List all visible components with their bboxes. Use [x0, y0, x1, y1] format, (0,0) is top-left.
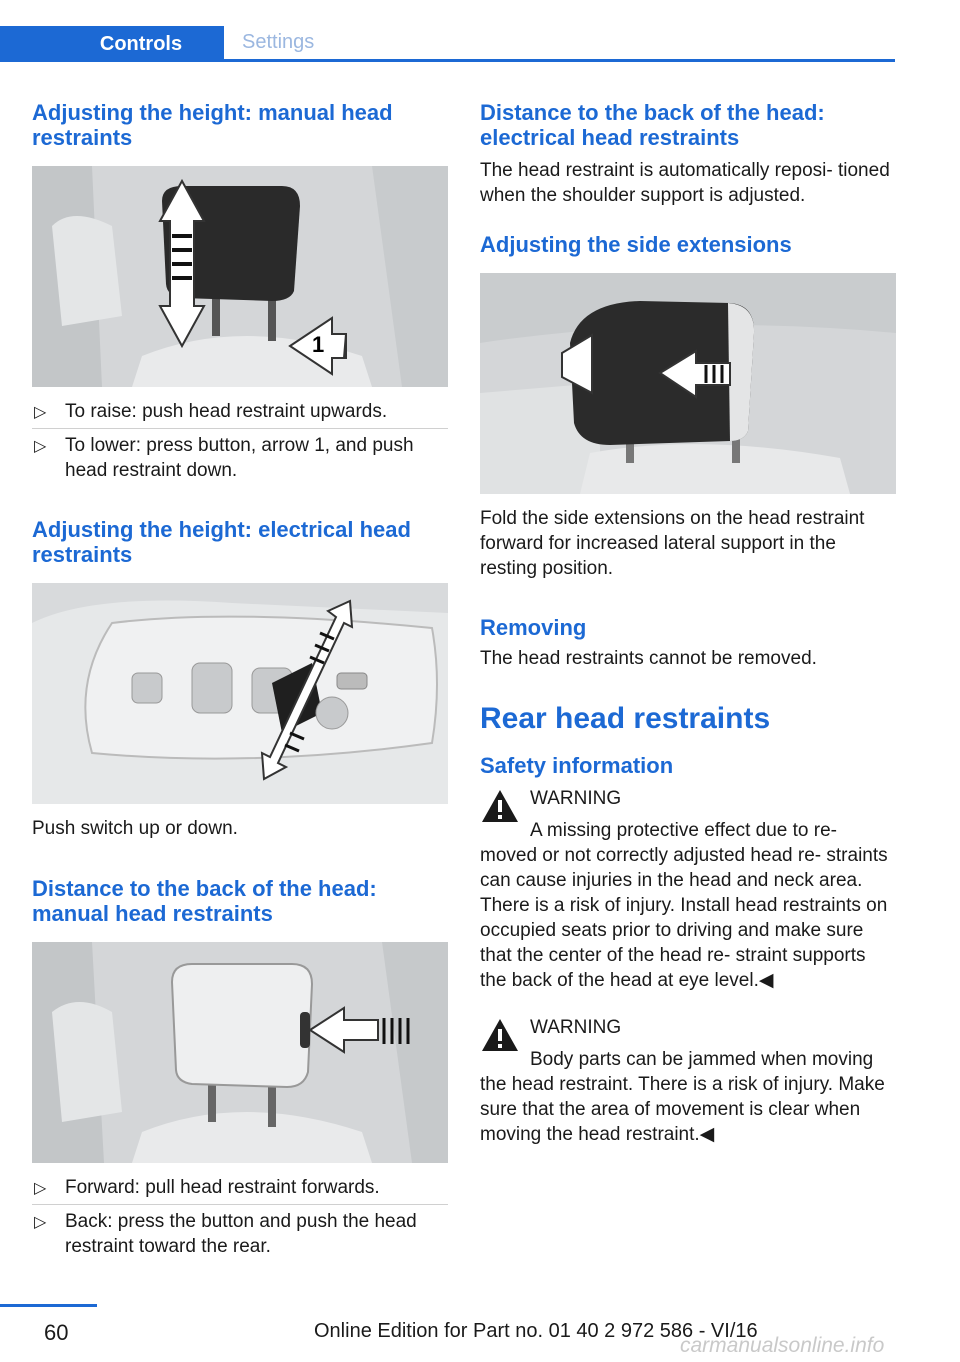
tab-controls[interactable]: Controls	[0, 26, 224, 62]
side-extensions-text: Fold the side extensions on the head restraint forward for increased lateral support in the resting position.	[480, 508, 865, 579]
figure-side-extensions	[480, 273, 896, 494]
section-title-electrical-height: Adjusting the height: electrical head restraints	[32, 517, 411, 567]
right-column	[480, 100, 896, 1147]
section-title-rear-head-restraints: Rear head restraints	[480, 702, 771, 735]
triangle-bullet-icon: ▷	[34, 404, 47, 421]
watermark: carmanualsonline.info	[680, 1334, 885, 1357]
triangle-bullet-icon: ▷	[34, 1214, 47, 1231]
list-item: ▷ Forward: pull head restraint forwards.	[32, 1171, 448, 1205]
warning-triangle-icon	[480, 1017, 520, 1053]
left-column	[32, 100, 448, 1263]
section-title-removing: Removing	[480, 615, 587, 640]
electrical-distance-text: The head restraint is automatically reposi- tioned when the shoulder support is adjusted.	[480, 160, 890, 206]
warning-title: WARNING	[530, 1017, 622, 1038]
triangle-bullet-icon: ▷	[34, 1180, 47, 1197]
list-item: ▷ To raise: push head restraint upwards.	[32, 395, 448, 429]
section-title-manual-distance: Distance to the back of the head: manual head restraints	[32, 876, 377, 926]
list-item: ▷ To lower: press button, arrow 1, and push head restraint down.	[34, 435, 414, 481]
removing-text: The head restraints cannot be removed.	[480, 648, 817, 669]
list-item: ▷ Back: press the button and push the head restraint toward the rear.	[34, 1211, 417, 1257]
triangle-bullet-icon: ▷	[34, 438, 47, 455]
manual-distance-illustration	[32, 942, 448, 1163]
warning-text: Body parts can be jammed when moving the head restraint. There is a risk of injury. Make sure that the area of movement is clear when moving the head restraint.◀	[480, 1049, 885, 1145]
figure-callout-1: 1	[312, 332, 325, 357]
warning-block-1	[480, 786, 896, 993]
warning-triangle-icon	[480, 788, 520, 824]
warning-block-2	[480, 1015, 896, 1147]
section-title-manual-height: Adjusting the height: manual head restraints	[32, 100, 393, 150]
header-rule	[0, 59, 895, 62]
figure-manual-distance	[32, 942, 448, 1163]
section-title-side-extensions: Adjusting the side extensions	[480, 232, 792, 257]
footer-rule	[0, 1304, 97, 1307]
warning-text: A missing protective effect due to re- moved or not correctly adjusted head re- straints can cause injuries in the head and neck area. There is a risk of injury. Install head restraints on occupied seats prior to driving and make sure that the center of the head re- straint supports the back of the head at eye level.◀	[480, 820, 888, 991]
tab-settings[interactable]: Settings	[242, 31, 315, 53]
electrical-height-illustration	[32, 583, 448, 804]
page-number: 60	[44, 1320, 69, 1345]
manual-height-steps	[32, 395, 448, 487]
electrical-height-text: Push switch up or down.	[32, 818, 238, 839]
manual-height-illustration	[32, 166, 448, 387]
edition-text: Online Edition for Part no. 01 40 2 972 586 - VI/16	[314, 1320, 758, 1342]
section-title-safety-information: Safety information	[480, 753, 674, 778]
warning-title: WARNING	[530, 788, 622, 809]
manual-distance-steps	[32, 1171, 448, 1263]
figure-manual-height	[32, 166, 448, 387]
figure-electrical-height	[32, 583, 448, 804]
side-extensions-illustration	[480, 273, 896, 494]
chapter-header	[0, 26, 895, 62]
section-title-electrical-distance: Distance to the back of the head: electrical head restraints	[480, 100, 825, 150]
